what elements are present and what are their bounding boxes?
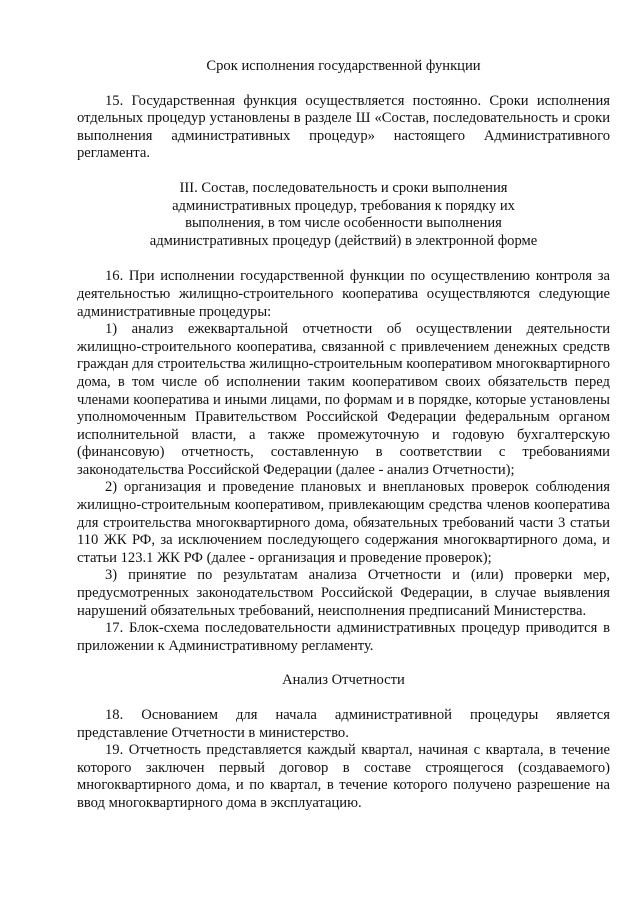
spacer — [77, 163, 610, 180]
paragraph-19: 19. Отчетность представляется каждый квартал, начиная с квартала, в течение которого заключен первый договор в составе строящегося (создаваемого) многоквартирного дома, и по квартал, в течение которого получено разрешение на ввод многоквартирного дома в эксплуатацию. — [77, 742, 610, 811]
heading-term: Срок исполнения государственной функции — [206, 58, 481, 74]
paragraph-16-item-1: 1) анализ ежеквартальной отчетности об осуществлении деятельности жилищно-строительного кооператива, связанной с привлечением денежных средств граждан для строительства жилищно-строительным кооперативом многоквартирного дома, в том числе об исполнении таким кооперативом своих обязательств перед членами кооператива и иными лицами, по формам и в порядке, которые установлены уполномоченным Правительством Российской Федерации федеральным органом исполнительной власти, а также промежуточную и годовую бухгалтерскую (финансовую) отчетность, составленную в соответствии с требованиями законодательства Российской Федерации (далее - анализ Отчетности); — [77, 321, 610, 478]
paragraph-17: 17. Блок-схема последовательности административных процедур приводится в приложении к Административному регламенту. — [77, 620, 610, 654]
paragraph-16: 16. При исполнении государственной функции по осуществлению контроля за деятельностью жилищно-строительного кооператива осуществляются следующие административные процедуры: — [77, 268, 610, 320]
section-3-title-line: административных процедур, требования к порядку их — [172, 197, 515, 214]
section-3-title — [124, 180, 564, 250]
spacer — [77, 76, 610, 93]
section-3-title-line: III. Состав, последовательность и сроки выполнения — [179, 179, 508, 196]
section-3-title-line: административных процедур (действий) в электронной форме — [149, 232, 538, 249]
heading-analysis: Анализ Отчетности — [282, 672, 405, 689]
section-3-title-line: выполнения, в том числе особенности выполнения — [185, 215, 502, 232]
spacer — [77, 655, 610, 672]
paragraph-18: 18. Основанием для начала административной процедуры является представление Отчетности в министерство. — [77, 707, 610, 741]
spacer — [77, 250, 610, 268]
spacer — [77, 690, 610, 707]
paragraph-15: 15. Государственная функция осуществляется постоянно. Сроки исполнения отдельных процедур установлены в разделе Ш «Состав, последовательность и сроки выполнения административных процедур» настоящего Административного регламента. — [77, 92, 610, 162]
paragraph-16-item-2: 2) организация и проведение плановых и внеплановых проверок соблюдения жилищно-строительным кооперативом, привлекающим средства членов кооператива для строительства многоквартирного дома, обязательных требований части 3 статьи 110 ЖК РФ, за исключением последующего содержания многоквартирного дома, и статьи 123.1 ЖК РФ (далее - организация и проведение проверок); — [77, 479, 610, 566]
paragraph-16-item-3: 3) принятие по результатам анализа Отчетности и (или) проверки мер, предусмотренных законодательством Российской Федерации, в случае выявления нарушений обязательных требований, неисполнения предписаний Министерства. — [77, 567, 610, 619]
